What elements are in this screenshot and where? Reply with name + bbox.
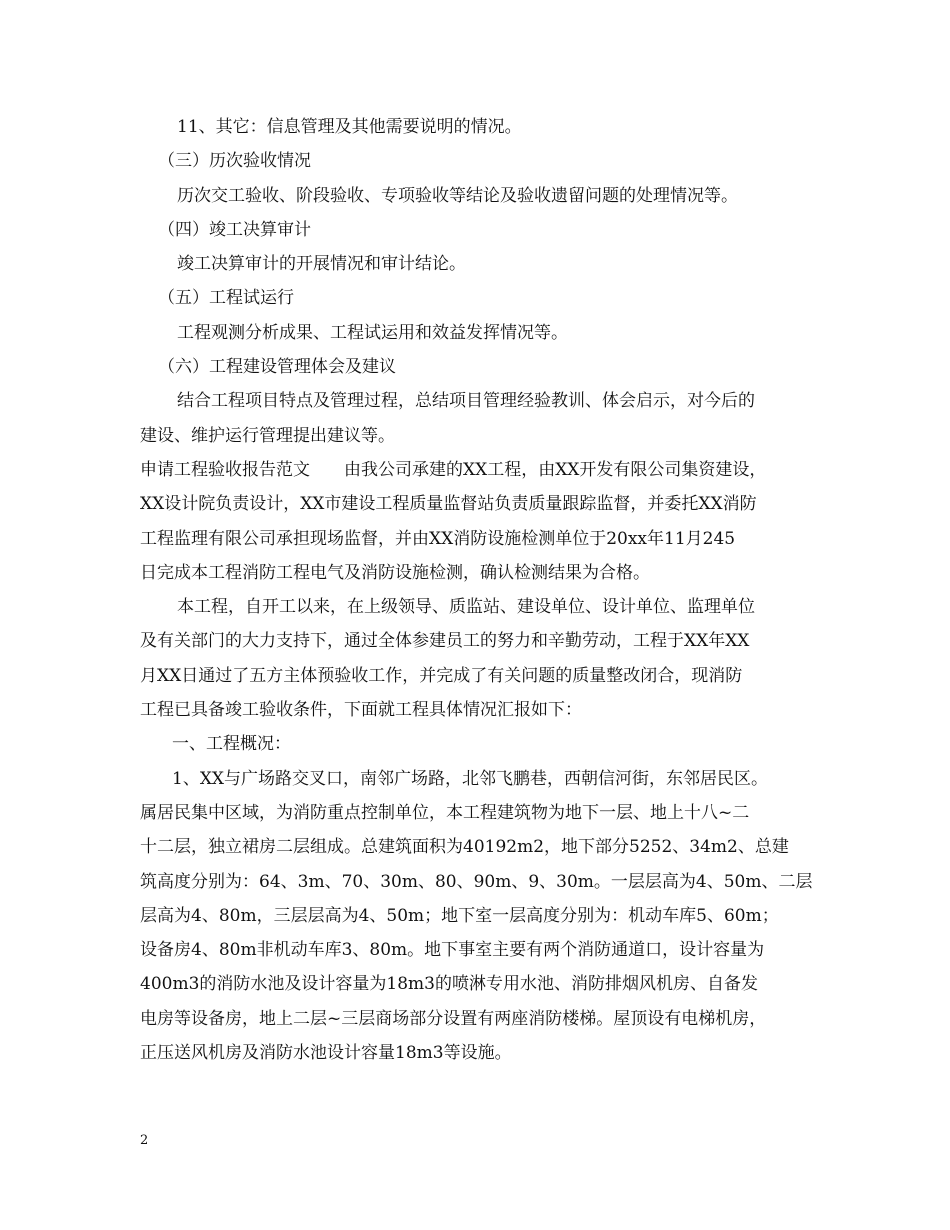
text-line: 属居民集中区域，为消防重点控制单位，本工程建筑物为地下一层、地上十八~二: [140, 802, 750, 823]
text-line: 层高为4、80m，三层层高为4、50m；地下室一层高度分别为：机动车库5、60m；: [140, 905, 779, 926]
page-number: 2: [140, 1133, 149, 1148]
text-line: 竣工决算审计的开展情况和审计结论。: [177, 254, 466, 275]
text-line: 十二层，独立裙房二层组成。总建筑面积为40192m2，地下部分5252、34m2、总建: [140, 837, 789, 858]
text-line: 建设、维护运行管理提出建议等。: [140, 425, 395, 446]
text-line: 工程观测分析成果、工程试运用和效益发挥情况等。: [177, 322, 568, 343]
text-line: 筑高度分别为：64、3m、70、30m、80、90m、9、30m。一层层高为4、50m、二层: [140, 871, 813, 892]
text-line: 设备房4、80m非机动车库3、80m。地下事室主要有两个消防通道口，设计容量为: [140, 940, 765, 961]
section-heading: （三）历次验收情况: [158, 151, 311, 172]
text-line: 历次交工验收、阶段验收、专项验收等结论及验收遗留问题的处理情况等。: [177, 185, 738, 206]
text-line: 11、其它：信息管理及其他需要说明的情况。: [177, 117, 522, 137]
text-line: 电房等设备房，地上二层~三层商场部分设置有两座消防楼梯。屋顶设有电梯机房，: [140, 1008, 767, 1029]
text-line: XX设计院负责设计，XX市建设工程质量监督站负责质量跟踪监督，并委托XX消防: [140, 494, 757, 515]
text-line: 结合工程项目特点及管理过程，总结项目管理经验教训、体会启示，对今后的: [177, 391, 755, 412]
text-line: 本工程，自开工以来，在上级领导、质监站、建设单位、设计单位、监理单位: [177, 597, 755, 618]
text-line: 正压送风机房及消防水池设计容量18m3等设施。: [140, 1043, 512, 1064]
text-line: 400m3的消防水池及设计容量为18m3的喷淋专用水池、消防排烟风机房、自备发: [140, 974, 758, 995]
text-line: 月XX日通过了五方主体预验收工作，并完成了有关问题的质量整改闭合，现消防: [140, 665, 743, 686]
text-line: 工程已具备竣工验收条件，下面就工程具体情况汇报如下：: [140, 700, 582, 721]
section-heading: （四）竣工决算审计: [158, 219, 311, 240]
text-line: 申请工程验收报告范文 由我公司承建的XX工程，由XX开发有限公司集资建设，: [140, 459, 767, 480]
text-line: 及有关部门的大力支持下，通过全体参建员工的努力和辛勤劳动，工程于XX年XX: [140, 631, 750, 652]
document-body: [140, 110, 830, 1070]
section-heading: （五）工程试运行: [158, 288, 294, 309]
text-line: 1、XX与广场路交叉口，南邻广场路，北邻飞鹏巷，西朝信河街，东邻居民区。: [172, 768, 769, 789]
section-heading: 一、工程概况：: [172, 734, 291, 755]
section-heading: （六）工程建设管理体会及建议: [158, 357, 396, 378]
text-line: 工程监理有限公司承担现场监督，并由XX消防设施检测单位于20xx年11月245: [140, 528, 736, 549]
text-line: 日完成本工程消防工程电气及消防设施检测，确认检测结果为合格。: [140, 562, 650, 583]
